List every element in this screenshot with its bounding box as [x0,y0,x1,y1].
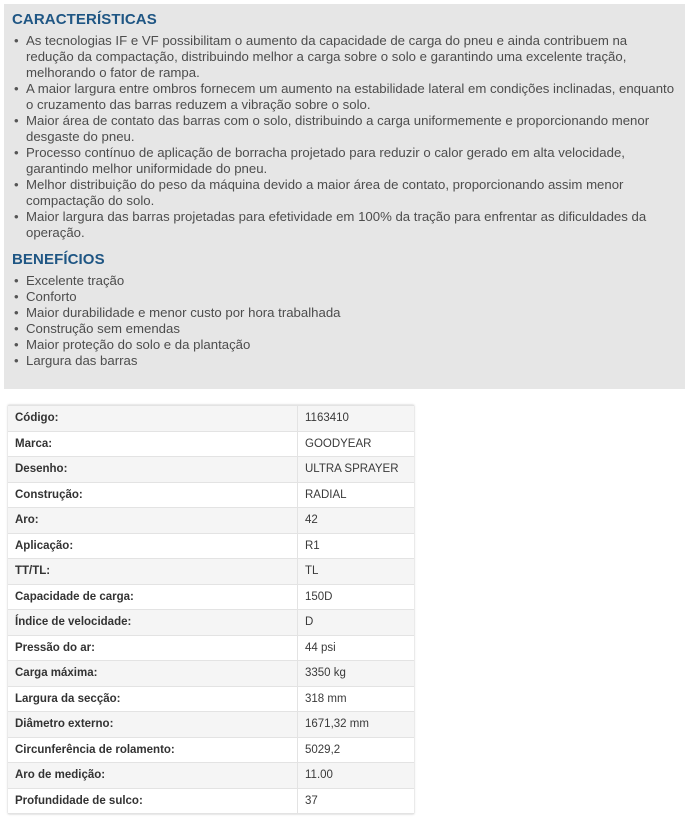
benefits-list [12,273,677,369]
table-row [8,431,414,457]
table-row [8,788,414,814]
benefit-item: • Conforto [12,289,677,305]
features-list [12,33,677,241]
table-row [8,661,414,687]
table-row [8,584,414,610]
spec-label: Construção: [8,482,298,508]
spec-label: Profundidade de sulco: [8,788,298,814]
benefit-item: • Excelente tração [12,273,677,289]
spec-value: D [298,610,415,636]
spec-value: GOODYEAR [298,431,415,457]
specifications-table [8,405,414,814]
table-row [8,686,414,712]
table-row [8,482,414,508]
spec-label: Marca: [8,431,298,457]
feature-item: • Melhor distribuição do peso da máquina devido a maior área de contato, proporcionando assim menor compactação do solo. [12,177,677,209]
spec-label: Largura da secção: [8,686,298,712]
spec-label: Diâmetro externo: [8,712,298,738]
benefit-item: • Largura das barras [12,353,677,369]
spec-label: Aro de medição: [8,763,298,789]
spec-label: Desenho: [8,457,298,483]
spec-value: 1163410 [298,406,415,432]
table-row [8,763,414,789]
spec-value: 150D [298,584,415,610]
feature-item: • Maior área de contato das barras com o solo, distribuindo a carga uniformemente e proporcionando menor desgaste do pneu. [12,113,677,145]
spec-label: Pressão do ar: [8,635,298,661]
table-row [8,712,414,738]
spec-label: TT/TL: [8,559,298,585]
spec-label: Capacidade de carga: [8,584,298,610]
spec-label: Aplicação: [8,533,298,559]
spec-value: TL [298,559,415,585]
spec-label: Índice de velocidade: [8,610,298,636]
table-row [8,406,414,432]
feature-item: • As tecnologias IF e VF possibilitam o aumento da capacidade de carga do pneu e ainda contribuem na redução da compactação, distribuindo melhor a carga sobre o solo e garantindo uma excelente tração, melhorando o fator de rampa. [12,33,677,81]
spec-label: Carga máxima: [8,661,298,687]
table-row [8,737,414,763]
benefit-item: • Maior durabilidade e menor custo por hora trabalhada [12,305,677,321]
features-title: CARACTERÍSTICAS [12,11,157,28]
spec-value: 1671,32 mm [298,712,415,738]
spec-value: 37 [298,788,415,814]
table-row [8,508,414,534]
spec-label: Circunferência de rolamento: [8,737,298,763]
spec-value: ULTRA SPRAYER [298,457,415,483]
spec-value: 44 psi [298,635,415,661]
table-row [8,610,414,636]
spec-value: RADIAL [298,482,415,508]
spec-value: 318 mm [298,686,415,712]
spec-value: 42 [298,508,415,534]
spec-label: Aro: [8,508,298,534]
spec-value: R1 [298,533,415,559]
table-row [8,559,414,585]
benefit-item: • Construção sem emendas [12,321,677,337]
feature-item: • A maior largura entre ombros fornecem um aumento na estabilidade lateral em condições inclinadas, enquanto o cruzamento das barras reduzem a vibração sobre o solo. [12,81,677,113]
spec-label: Código: [8,406,298,432]
spec-value: 5029,2 [298,737,415,763]
product-description-panel [4,4,685,389]
benefits-title: BENEFÍCIOS [12,251,105,268]
feature-item: • Maior largura das barras projetadas para efetividade em 100% da tração para enfrentar as dificuldades da operação. [12,209,677,241]
table-row [8,533,414,559]
spec-value: 3350 kg [298,661,415,687]
benefit-item: • Maior proteção do solo e da plantação [12,337,677,353]
feature-item: • Processo contínuo de aplicação de borracha projetado para reduzir o calor gerado em alta velocidade, garantindo melhor uniformidade do pneu. [12,145,677,177]
spec-value: 11.00 [298,763,415,789]
table-row [8,457,414,483]
table-row [8,635,414,661]
